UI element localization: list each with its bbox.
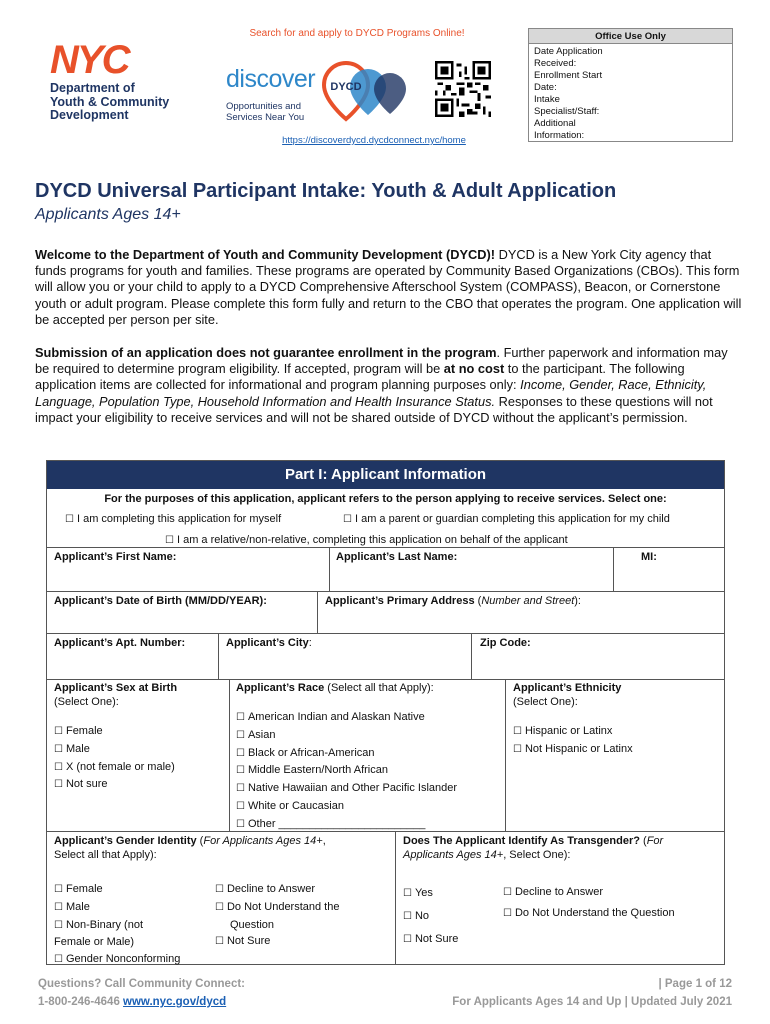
- option-label: Not Hispanic or Latinx: [524, 742, 633, 755]
- checkbox-icon[interactable]: ☐: [54, 954, 63, 966]
- transgender-section: Does The Applicant Identify As Transgender? (For Applicants Ages 14+, Select One):: [403, 835, 664, 861]
- checkbox-icon[interactable]: ☐: [513, 726, 522, 737]
- gender-options-col1: [54, 881, 214, 969]
- option-label: Male: [65, 900, 90, 913]
- zip-label: Zip Code:: [480, 637, 531, 649]
- ethnicity-option-not-hispanic[interactable]: [513, 741, 718, 759]
- notice-text: Responses to these questions will not impact your eligibility to receive services and will not be shared outside of DYCD without the applicant’s permission.: [35, 393, 713, 425]
- option-label: Do Not Understand the Question: [514, 907, 675, 919]
- option-label: Question: [230, 918, 275, 931]
- option-label: Gender Nonconforming: [65, 953, 181, 966]
- city-input[interactable]: [219, 651, 471, 679]
- notice-text: . Further paperwork and information may be required to determine program eligibility. If accepted, program will be: [35, 345, 728, 377]
- checkbox-icon[interactable]: ☐: [236, 818, 245, 830]
- checkbox-icon[interactable]: ☐: [403, 934, 412, 945]
- part-title: Part I: Applicant Information: [47, 461, 724, 489]
- option-label: Female: [65, 725, 103, 737]
- city-label-text: Applicant’s City: [226, 637, 309, 649]
- transgender-option-not-sure[interactable]: [403, 928, 493, 951]
- option-label: Female: [65, 883, 103, 895]
- footer-link[interactable]: www.nyc.gov/dycd: [123, 996, 227, 1008]
- mi-label: MI:: [641, 551, 657, 563]
- checkbox-icon[interactable]: ☐: [215, 901, 224, 913]
- transgender-label: Does The Applicant Identify As Transgender?: [403, 835, 640, 847]
- address-label-text: Applicant’s Primary Address: [325, 595, 475, 607]
- ethnicity-section: [513, 681, 718, 759]
- apt-label: Applicant’s Apt. Number:: [54, 637, 186, 649]
- checkbox-icon[interactable]: ☐: [54, 884, 63, 895]
- option-label: Male: [65, 742, 90, 755]
- checkbox-icon[interactable]: ☐: [65, 514, 74, 525]
- checkbox-icon[interactable]: ☐: [54, 761, 63, 773]
- apt-input[interactable]: [47, 651, 218, 679]
- intro-paragraph: [35, 247, 745, 328]
- option-label: White or Caucasian: [247, 799, 344, 812]
- office-line: Received:: [534, 58, 577, 69]
- ethnicity-hint: (Select One):: [513, 696, 578, 708]
- gender-section: Applicant’s Gender Identity (For Applicants Ages 14+, Select all that Apply):: [54, 834, 384, 862]
- transgender-option-yes[interactable]: [403, 882, 493, 905]
- dept-line: Department of: [50, 81, 135, 95]
- pin-text: DYCD: [330, 81, 362, 93]
- promo-link[interactable]: https://discoverdycd.dycdconnect.nyc/home: [282, 135, 466, 146]
- address-input[interactable]: [318, 609, 724, 633]
- checkbox-icon[interactable]: ☐: [503, 887, 512, 898]
- race-hint: (Select all that Apply):: [324, 682, 434, 694]
- checkbox-icon[interactable]: ☐: [503, 908, 512, 919]
- notice-bold-cost: at no cost: [443, 361, 505, 377]
- gender-hint-italic: For Applicants Ages 14+: [203, 835, 323, 847]
- last-name-input[interactable]: [330, 565, 613, 591]
- race-option[interactable]: [236, 798, 506, 816]
- gender-option-not-understand[interactable]: [215, 899, 385, 917]
- dept-line: Youth & Community: [50, 94, 170, 109]
- checkbox-icon[interactable]: ☐: [236, 729, 245, 741]
- office-use-fields: [529, 44, 732, 144]
- checkbox-icon[interactable]: ☐: [236, 765, 245, 777]
- office-line: Specialist/Staff:: [534, 106, 600, 117]
- office-line: Intake: [534, 94, 560, 105]
- option-label: Yes: [414, 887, 433, 899]
- completing-option-self[interactable]: [65, 512, 281, 527]
- checkbox-icon[interactable]: ☐: [54, 726, 63, 737]
- office-line: Additional: [534, 118, 576, 129]
- gender-hint: Select all that Apply):: [54, 849, 157, 861]
- footer-contact: [38, 975, 245, 1011]
- discover-tagline: [226, 101, 304, 123]
- transgender-option-no[interactable]: [403, 905, 493, 928]
- office-use-title: Office Use Only: [529, 29, 732, 44]
- completing-option-parent[interactable]: [343, 512, 670, 527]
- discover-promo: [222, 28, 492, 146]
- office-line: Enrollment Start: [534, 70, 603, 81]
- city-label: Applicant’s City:: [226, 637, 312, 649]
- footer-ages: For Applicants Ages 14 and Up | Updated July 2021: [452, 996, 732, 1008]
- checkbox-icon[interactable]: ☐: [165, 535, 174, 546]
- completing-option-relative[interactable]: [165, 533, 568, 548]
- office-line: Date:: [534, 82, 557, 93]
- notice-text: to the participant. The following application items are collected for informational and program planning purposes only:: [35, 361, 685, 393]
- dept-line: Development: [50, 108, 129, 122]
- transgender-hint-italic: For: [646, 835, 664, 847]
- option-label: I am completing this application for myself: [76, 513, 282, 525]
- page-title: DYCD Universal Participant Intake: Youth & Adult Application: [35, 180, 617, 202]
- nyc-logo: [50, 40, 169, 123]
- notice-paragraph: [35, 345, 745, 426]
- option-label: Middle Eastern/North African: [247, 764, 388, 777]
- option-label: Native Hawaiian and Other Pacific Islander: [247, 782, 458, 795]
- intro-bold: Welcome to the Department of Youth and Community Development (DYCD)!: [35, 247, 496, 262]
- footer-questions: Questions? Call Community Connect:: [38, 978, 246, 990]
- sex-hint: (Select One):: [54, 696, 119, 708]
- intro-text: DYCD is a New York City agency that funds programs for youth and families. These programs are operated by Community Based Organizations (CBOs). This form will allow you or your child to apply to a DYCD Comprehensive Afterschool System (COMPASS), Beacon, or Cornerstone youth or adult program. Please complete this form fully and return to the CBO that operates the program. One application will be accepted per person per site.: [35, 247, 742, 327]
- race-option[interactable]: [236, 709, 506, 727]
- applicant-form: [46, 460, 725, 965]
- gender-option-non-binary[interactable]: [54, 917, 214, 935]
- sex-option-not-sure[interactable]: [54, 776, 224, 794]
- gender-option-male[interactable]: [54, 899, 214, 917]
- option-label: I am a relative/non-relative, completing this application on behalf of the applicant: [176, 534, 568, 546]
- department-name: [50, 82, 169, 123]
- race-option[interactable]: [236, 780, 506, 798]
- checkbox-icon[interactable]: ☐: [343, 514, 352, 525]
- race-option[interactable]: [236, 745, 506, 763]
- race-section: [236, 681, 506, 834]
- purpose-text: For the purposes of this application, applicant refers to the person applying to receive services. Select one:: [104, 493, 667, 505]
- dob-input[interactable]: [47, 609, 317, 633]
- transgender-hint: , Select One):: [503, 849, 571, 861]
- logo-word: NYC: [50, 38, 129, 82]
- notice-italic: Income, Gender, Race, Ethnicity, Language, Population Type, Household Information and Health Insurance Status.: [35, 377, 707, 409]
- transgender-hint-italic: Applicants Ages 14+: [403, 849, 504, 861]
- sex-option-x[interactable]: [54, 759, 224, 777]
- footer-phone: 1-800-246-4646: [38, 996, 120, 1008]
- zip-input[interactable]: [472, 651, 724, 679]
- gender-option-female[interactable]: [54, 881, 214, 899]
- checkbox-icon[interactable]: ☐: [236, 712, 245, 723]
- checkbox-icon[interactable]: ☐: [513, 743, 522, 755]
- option-label: Do Not Understand the: [226, 900, 340, 913]
- office-use-box: [528, 28, 733, 142]
- option-label: No: [414, 910, 430, 922]
- gender-options-col2: [215, 881, 385, 951]
- ethnicity-label: Applicant’s Ethnicity: [513, 682, 622, 694]
- gender-option-decline[interactable]: [215, 881, 385, 899]
- office-line: Date Application: [534, 46, 603, 57]
- transgender-options-col2: [503, 882, 723, 924]
- promo-headline: Search for and apply to DYCD Programs Online!: [249, 28, 465, 39]
- mi-input[interactable]: [614, 565, 724, 591]
- gender-option-not-sure[interactable]: [215, 933, 385, 951]
- last-name-label: Applicant’s Last Name:: [336, 551, 458, 563]
- gender-label: Applicant’s Gender Identity: [54, 835, 197, 847]
- tagline-line: Services Near You: [226, 112, 305, 123]
- option-label: Black or African-American: [247, 746, 375, 759]
- race-label: Applicant’s Race: [236, 682, 325, 694]
- checkbox-icon[interactable]: ☐: [54, 743, 63, 755]
- option-label: Not Sure: [226, 935, 271, 948]
- sex-section: [54, 681, 224, 794]
- checkbox-icon[interactable]: ☐: [215, 884, 224, 895]
- option-label: Asian: [247, 728, 276, 741]
- sex-option-male[interactable]: [54, 741, 224, 759]
- transgender-options-col1: [403, 882, 493, 951]
- sex-option-female[interactable]: [54, 723, 224, 741]
- option-label: American Indian and Alaskan Native: [247, 711, 425, 723]
- checkbox-icon[interactable]: ☐: [54, 901, 63, 913]
- checkbox-icon[interactable]: ☐: [403, 888, 412, 899]
- ethnicity-option-hispanic[interactable]: [513, 723, 718, 741]
- transgender-option-decline[interactable]: [503, 882, 723, 903]
- checkbox-icon[interactable]: ☐: [215, 936, 224, 948]
- checkbox-icon[interactable]: ☐: [236, 800, 245, 812]
- page-subtitle: Applicants Ages 14+: [35, 206, 181, 223]
- option-label: X (not female or male): [65, 760, 175, 773]
- map-pin-icon: [316, 59, 416, 123]
- race-option[interactable]: [236, 762, 506, 780]
- address-label: Applicant’s Primary Address (Number and Street):: [325, 595, 581, 607]
- checkbox-icon[interactable]: ☐: [54, 779, 63, 791]
- page-number: | Page 1 of 12: [658, 978, 732, 990]
- transgender-option-not-understand[interactable]: [503, 903, 723, 924]
- option-label: Non-Binary (not: [65, 918, 144, 931]
- gender-option-non-binary-cont: [54, 934, 214, 951]
- checkbox-icon[interactable]: ☐: [54, 919, 63, 931]
- option-label: I am a parent or guardian completing this application for my child: [354, 513, 670, 525]
- notice-bold: Submission of an application does not guarantee enrollment in the program: [35, 345, 497, 360]
- discover-logo-word: discover: [226, 65, 316, 93]
- option-label: Decline to Answer: [226, 883, 316, 895]
- race-option[interactable]: [236, 727, 506, 745]
- checkbox-icon[interactable]: ☐: [403, 911, 412, 922]
- checkbox-icon[interactable]: ☐: [236, 783, 245, 795]
- gender-option-nonconforming[interactable]: [54, 951, 214, 969]
- office-line: Information:: [534, 130, 585, 141]
- gender-option-not-understand-cont: [215, 917, 385, 934]
- option-label: Hispanic or Latinx: [524, 725, 613, 737]
- option-label: Not Sure: [414, 933, 459, 945]
- option-label: Female or Male): [54, 936, 135, 949]
- first-name-input[interactable]: [47, 565, 329, 591]
- checkbox-icon[interactable]: ☐: [236, 747, 245, 759]
- option-label: Other ________________________: [247, 817, 426, 830]
- address-hint: Number and Street: [481, 595, 575, 607]
- footer-page-info: [452, 975, 732, 1011]
- first-name-label: Applicant’s First Name:: [54, 551, 177, 563]
- qr-code-icon[interactable]: [435, 61, 491, 117]
- sex-label: Applicant’s Sex at Birth: [54, 682, 178, 694]
- tagline-line: Opportunities and: [226, 101, 301, 112]
- option-label: Decline to Answer: [514, 886, 604, 898]
- option-label: Not sure: [65, 778, 108, 791]
- dob-label: Applicant’s Date of Birth (MM/DD/YEAR):: [54, 595, 267, 607]
